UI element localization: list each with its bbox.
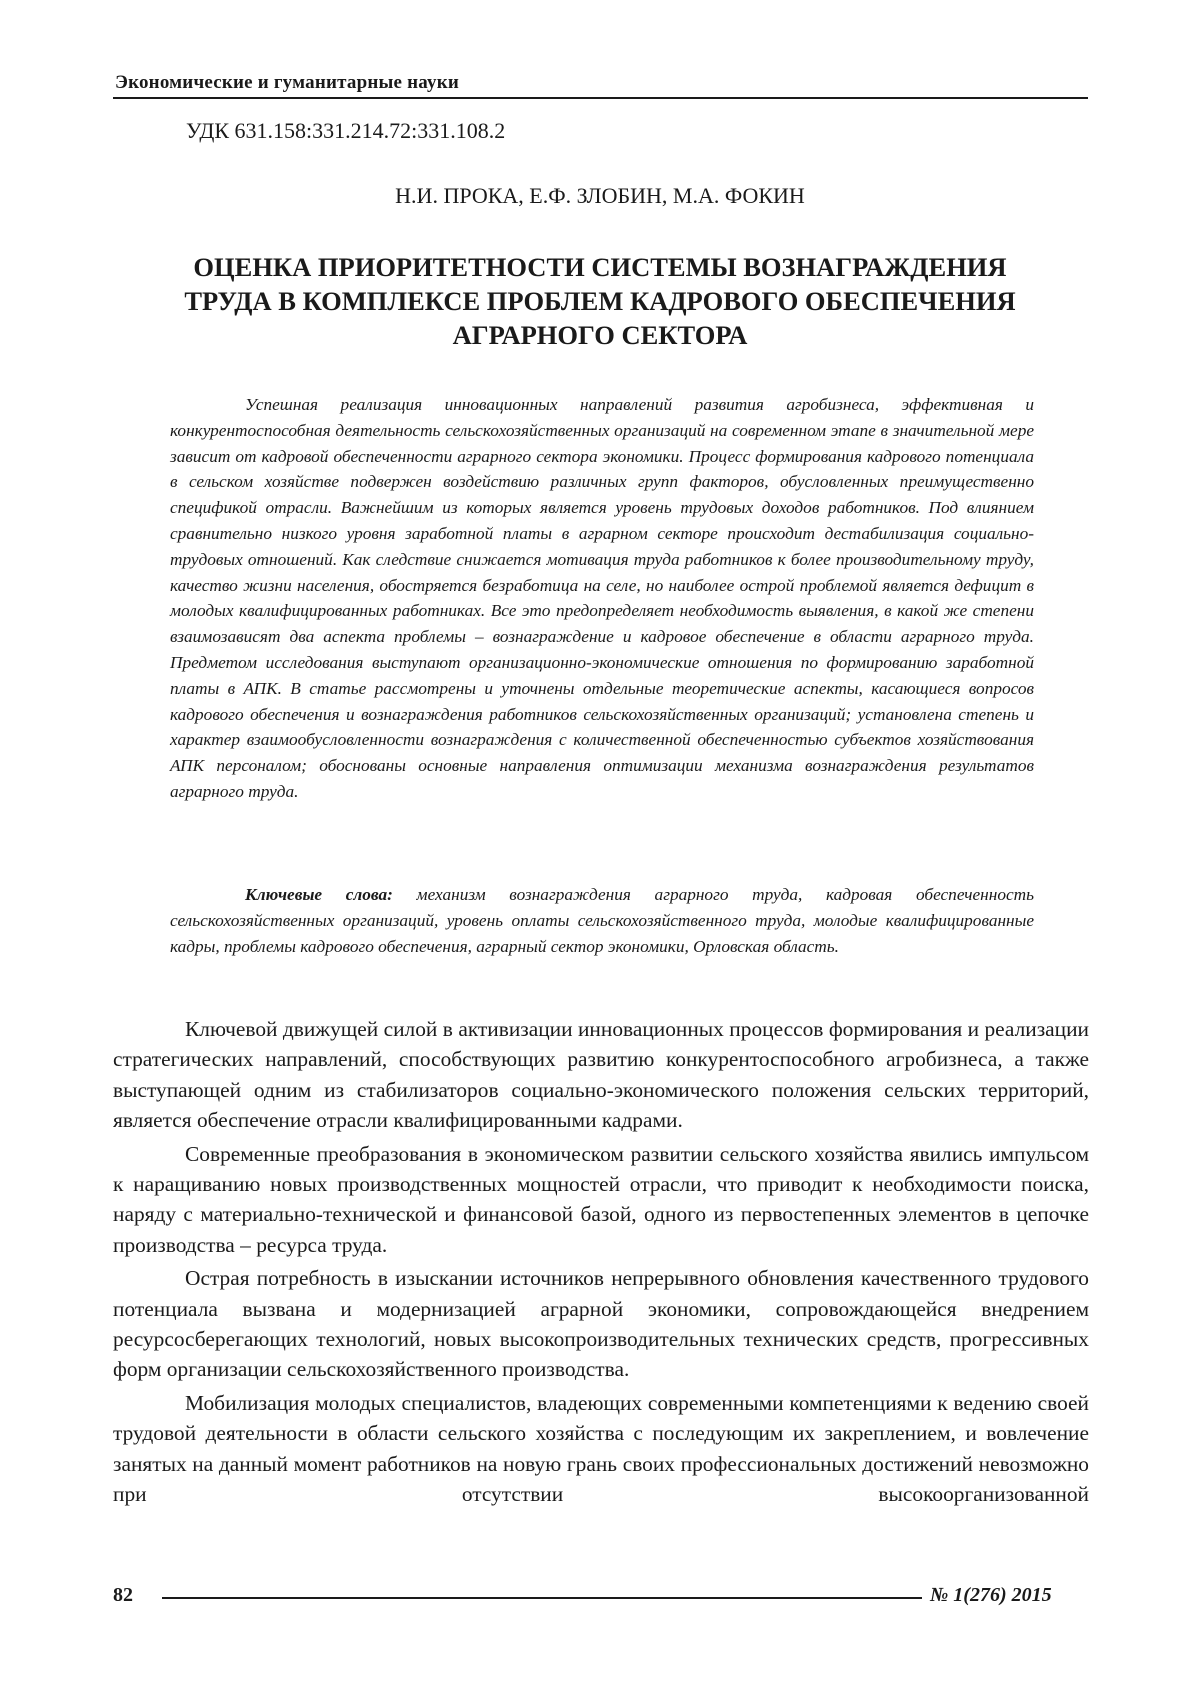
keywords (170, 882, 1034, 959)
title-line: АГРАРНОГО СЕКТОРА (120, 318, 1080, 352)
body-paragraph: Острая потребность в изыскании источников непрерывного обновления качественного трудового потенциала вызвана и модернизацией аграрной экономики, сопровождающейся внедрением ресурсосберегающих технологий, новых высокопроизводительных технических средств, прогрессивных форм организации сельскохозяйственного производства. (113, 1263, 1089, 1385)
journal-section-header: Экономические и гуманитарные науки (115, 72, 459, 94)
body-paragraph: Ключевой движущей силой в активизации инновационных процессов формирования и реализации стратегических направлений, способствующих развитию конкурентоспособного агробизнеса, а также выступающей одним из стабилизаторов социально-экономического положения сельских территорий, является обеспечение отрасли квалифицированными кадрами. (113, 1014, 1089, 1136)
page-number: 82 (113, 1584, 133, 1607)
title-line: ОЦЕНКА ПРИОРИТЕТНОСТИ СИСТЕМЫ ВОЗНАГРАЖДЕНИЯ (120, 250, 1080, 284)
authors: Н.И. ПРОКА, Е.Ф. ЗЛОБИН, М.А. ФОКИН (0, 183, 1200, 209)
abstract: Успешная реализация инновационных направлений развития агробизнеса, эффективная и конкурентоспособная деятельность сельскохозяйственных организаций на современном этапе в значительной мере зависит от кадровой обеспеченности аграрного сектора экономики. Процесс формирования кадрового потенциала в сельском хозяйстве подвержен воздействию различных групп факторов, обусловленных преимущественно спецификой отрасли. Важнейшим из которых является уровень трудовых доходов работников. Под влиянием сравнительно низкого уровня заработной платы в аграрном секторе происходит дестабилизация социально-трудовых отношений. Как следствие снижается мотивация труда работников к более производительному труду, качество жизни населения, обостряется безработица на селе, но наиболее острой проблемой является дефицит в молодых квалифицированных работниках. Все это предопределяет необходимость выявления, в какой же степени взаимозависят два аспекта проблемы – вознаграждение и кадровое обеспечение в области аграрного труда. Предметом исследования выступают организационно-экономические отношения по формированию заработной платы в АПК. В статье рассмотрены и уточнены отдельные теоретические аспекты, касающиеся вопросов кадрового обеспечения и вознаграждения работников сельскохозяйственных организаций; установлена степень и характер взаимообусловленности вознаграждения с количественной обеспеченностью субъектов хозяйствования АПК персоналом; обоснованы основные направления оптимизации механизма вознаграждения результатов аграрного труда. (170, 392, 1034, 805)
body-paragraph: Современные преобразования в экономическом развитии сельского хозяйства явились импульсом к наращиванию новых производственных мощностей отрасли, что приводит к необходимости поиска, наряду с материально-технической и финансовой базой, одного из первостепенных элементов в цепочке производства – ресурса труда. (113, 1139, 1089, 1261)
udk-code: УДК 631.158:331.214.72:331.108.2 (186, 118, 505, 144)
header-rule (113, 97, 1088, 99)
footer-rule (162, 1597, 922, 1599)
issue-number: № 1(276) 2015 (930, 1584, 1052, 1607)
keywords-text: механизм вознаграждения аграрного труда, кадровая обеспеченность сельскохозяйственных организаций, уровень оплаты сельскохозяйственного труда, молодые квалифицированные кадры, проблемы кадрового обеспечения, аграрный сектор экономики, Орловская область. (170, 885, 1034, 956)
article-title (120, 250, 1080, 352)
keywords-label: Ключевые слова: (245, 885, 393, 904)
article-body (113, 1014, 1089, 1513)
body-paragraph: Мобилизация молодых специалистов, владеющих современными компетенциями к ведению своей трудовой деятельности в области сельского хозяйства с последующим их закреплением, и вовлечение занятых на данный момент работников на новую грань своих профессиональных достижений невозможно при отсутствии высокоорганизованной (113, 1388, 1089, 1510)
title-line: ТРУДА В КОМПЛЕКСЕ ПРОБЛЕМ КАДРОВОГО ОБЕСПЕЧЕНИЯ (120, 284, 1080, 318)
